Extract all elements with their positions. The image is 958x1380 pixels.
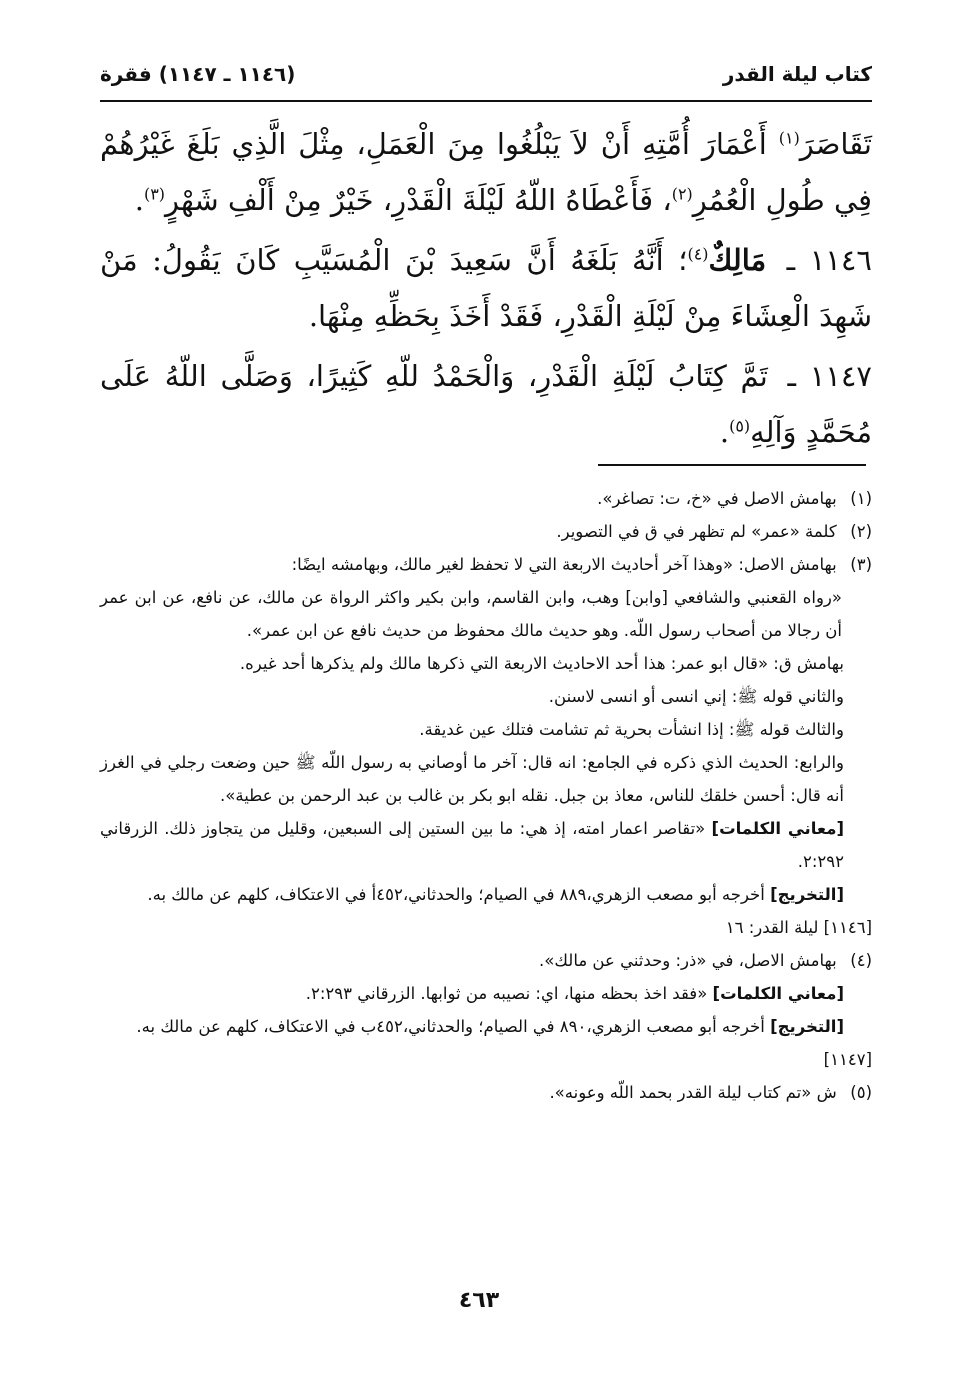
- main-text: [100, 116, 872, 464]
- footnote-text: بهامش الاصل في «خ، ت: تصاغر».: [597, 489, 837, 508]
- footnote-4-meanings: [100, 977, 872, 1010]
- footnote-number: (٣): [850, 555, 872, 574]
- hadith-text: تَمَّ كِتَابُ لَيْلَةِ الْقَدْرِ، وَالْحَمْدُ للّهِ كَثِيرًا، وَصَلَّى اللّهُ عَلَى مُحَمَّدٍ وَآلِهِ: [100, 359, 872, 449]
- text-segment: ، فَأَعْطَاهُ اللّهُ لَيْلَةَ الْقَدْرِ، خَيْرٌ مِنْ أَلْفِ شَهْرٍ: [165, 183, 672, 217]
- footnote-4-takhrij: [100, 1010, 872, 1043]
- reference-1146: [١١٤٦] ليلة القدر: ١٦: [725, 918, 872, 937]
- footnote-divider: [598, 464, 866, 466]
- running-header: [100, 52, 872, 96]
- footnote-text: بهامش الاصل: «وهذا آخر أحاديث الاربعة التي لا تحفظ لغير مالك، وبهامشه ايضًا:: [291, 555, 837, 574]
- footnote-marker-4: (٤): [687, 244, 709, 264]
- takhrij-label: [التخريج]: [770, 1017, 844, 1036]
- footnote-3-margin-note: بهامش ق: «قال ابو عمر: هذا أحد الاحاديث الاربعة التي ذكرها مالك ولم يذكرها أحد غيره.: [239, 654, 844, 673]
- hadith-1146: [100, 232, 872, 344]
- footnote-marker-2: (٢): [671, 184, 693, 204]
- paragraph-range: (١١٤٦ ـ ١١٤٧) فقرة: [100, 62, 296, 86]
- page-number: ٤٦٣: [458, 1288, 500, 1313]
- meanings-text: «فقد اخذ بحظه منها، اي: نصيبه من ثوابها. الزرقاني ٢:٢٩٣.: [305, 984, 713, 1003]
- footnote-number: (٤): [850, 951, 872, 970]
- footnote-4: [100, 944, 872, 977]
- header-divider: [100, 100, 872, 102]
- footnote-1: [100, 482, 872, 515]
- chapter-title: كتاب ليلة القدر: [722, 62, 872, 86]
- footnote-text: ش «تم كتاب ليلة القدر بحمد اللّه وعونه».: [549, 1083, 837, 1102]
- text-segment: تَقَاصَرَ: [799, 127, 872, 161]
- footnote-text: بهامش الاصل، في «ذر: وحدثني عن مالك».: [539, 951, 837, 970]
- footnote-3-fourth: والرابع: الحديث الذي ذكره في الجامع: انه قال: آخر ما أوصاني به رسول اللّه ﷺ حين وضعت رجلي في الغرز أنه قال: أحسن خلقك للناس، معاذ بن جبل. نقله ابو بكر بن غالب بن عبد الرحمن بن عطية».: [100, 753, 844, 805]
- hadith-number: ١١٤٧ ـ: [787, 359, 873, 393]
- footnote-3-takhrij: [100, 878, 872, 911]
- footnote-2: [100, 515, 872, 548]
- footnotes: [100, 482, 872, 1109]
- hadith-text: ؛ أَنَّهُ بَلَغَهُ أَنَّ سَعِيدَ بْنَ الْمُسَيَّبِ كَانَ يَقُولُ: مَنْ شَهِدَ الْعِشَاءَ مِنْ لَيْلَةِ الْقَدْرِ، فَقَدْ أَخَذَ بِحَظِّهِ مِنْهَا.: [100, 243, 872, 333]
- footnote-3-second: والثاني قوله ﷺ: إني انسى أو انسى لاسنن.: [548, 687, 844, 706]
- footnote-marker-1: (١): [778, 128, 800, 148]
- footnote-marker-3: (٣): [144, 184, 165, 204]
- text-segment: .: [134, 183, 144, 217]
- takhrij-label: [التخريج]: [770, 885, 844, 904]
- footnote-3-quote: «رواه القعنبي والشافعي [وابن] وهب، وابن القاسم، وابن بكير واكثر الرواة عن مالك، عن نافع، عن ابن عمر أن رجالا من أصحاب رسول اللّه. وهو حديث مالك محفوظ من حديث نافع عن ابن عمر».: [100, 588, 842, 640]
- footnote-3-meanings: [100, 812, 872, 878]
- hadith-number: ١١٤٦ ـ: [786, 243, 873, 277]
- text-segment: أَعْمَارَ أُمَّتِهِ أَنْ لاَ يَبْلُغُوا مِنَ الْعَمَلِ، مِثْلَ الَّذِي بَلَغَ غَيْرُهُمْ فِي طُولِ الْعُمُرِ: [100, 127, 872, 217]
- footnote-marker-5: (٥): [729, 416, 751, 436]
- text-segment: .: [719, 415, 730, 449]
- narrator-name: مَالِكٌ: [708, 243, 767, 277]
- takhrij-text: أخرجه أبو مصعب الزهري،٨٨٩ في الصيام؛ والحدثاني،٤٥٢أ في الاعتكاف، كلهم عن مالك به.: [147, 885, 771, 904]
- footnote-number: (١): [850, 489, 872, 508]
- takhrij-text: أخرجه أبو مصعب الزهري،٨٩٠ في الصيام؛ والحدثاني،٤٥٢ب في الاعتكاف، كلهم عن مالك به.: [136, 1017, 771, 1036]
- footnote-3-third: والثالث قوله ﷺ: إذا انشأت بحرية ثم تشامت فتلك عين غديقة.: [419, 720, 844, 739]
- paragraph-continuation: [100, 116, 872, 228]
- meanings-label: [معاني الكلمات]: [712, 984, 844, 1003]
- footnote-number: (٢): [850, 522, 872, 541]
- footnote-text: كلمة «عمر» لم تظهر في ق في التصوير.: [556, 522, 837, 541]
- meanings-text: «تقاصر اعمار امته، إذ هي: ما بين الستين إلى السبعين، وقليل من يتجاوز ذلك. الزرقاني ٢:٢٩٢.: [100, 819, 844, 871]
- footnote-number: (٥): [850, 1083, 872, 1102]
- hadith-1147: [100, 348, 872, 460]
- reference-1147: [١١٤٧]: [823, 1050, 872, 1069]
- footnote-3: [100, 548, 872, 581]
- footnote-5: [100, 1076, 872, 1109]
- meanings-label: [معاني الكلمات]: [711, 819, 844, 838]
